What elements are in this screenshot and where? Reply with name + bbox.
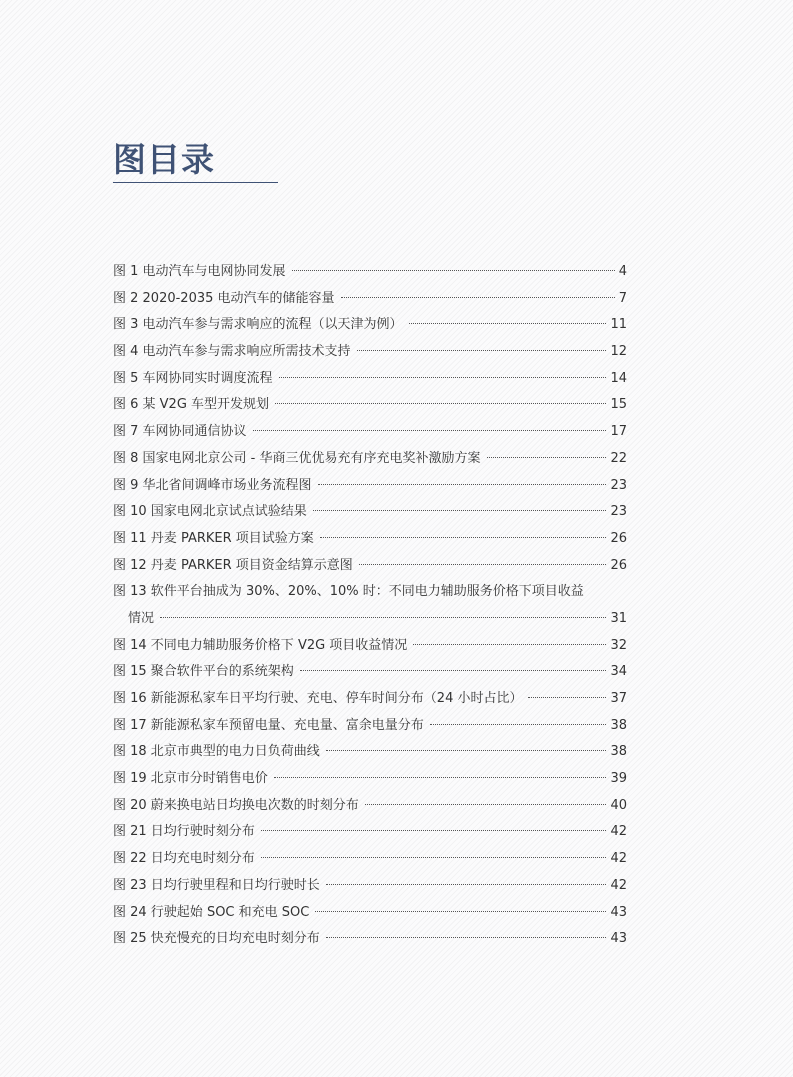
toc-entry-label: 图 21 日均行驶时刻分布 [113,824,255,840]
toc-entry-label: 图 6 某 V2G 车型开发规划 [113,397,270,413]
toc-entry-page: 23 [610,477,627,493]
toc-entry-page: 26 [610,557,627,573]
toc-entry-label: 图 17 新能源私家车预留电量、充电量、富余电量分布 [113,717,424,733]
toc-entry-label: 图 22 日均充电时刻分布 [113,851,255,867]
toc-entry-page: 38 [610,717,627,733]
toc-entry-label: 图 11 丹麦 PARKER 项目试验方案 [113,530,314,546]
toc-entry[interactable] [113,686,627,713]
toc-entry-page: 32 [610,637,627,653]
toc-entry[interactable] [113,819,627,846]
toc-entry-label: 图 10 国家电网北京试点试验结果 [113,504,307,520]
toc-entry[interactable] [113,312,627,339]
toc-entry-label: 图 13 软件平台抽成为 30%、20%、10% 时：不同电力辅助服务价格下项目收益 [113,584,584,600]
toc-entry[interactable] [113,259,627,286]
figure-list [113,259,627,953]
dot-leader [326,884,607,885]
toc-entry-page: 34 [610,664,627,680]
toc-entry[interactable] [113,366,627,393]
toc-entry[interactable] [113,499,627,526]
toc-entry[interactable] [113,766,627,793]
toc-entry-page: 23 [610,504,627,520]
toc-entry-page: 43 [610,931,627,947]
toc-entry-page: 39 [610,771,627,787]
toc-entry-page: 15 [610,397,627,413]
toc-entry-page: 12 [610,344,627,360]
toc-entry[interactable] [113,900,627,927]
toc-entry-page: 7 [618,290,627,306]
toc-entry-page: 14 [610,370,627,386]
toc-entry[interactable] [113,873,627,900]
title-underline [113,182,278,183]
toc-entry[interactable] [113,339,627,366]
toc-entry-page: 37 [610,691,627,706]
dot-leader [313,510,607,511]
toc-entry-label: 图 1 电动汽车与电网协同发展 [113,264,286,279]
dot-leader [326,750,607,751]
toc-entry-label: 图 5 车网协同实时调度流程 [113,370,273,386]
toc-entry-page: 22 [610,450,627,466]
dot-leader [359,564,607,565]
dot-leader [528,697,606,698]
toc-entry-label: 图 3 电动汽车参与需求响应的流程（以天津为例） [113,317,403,333]
dot-leader [300,670,607,671]
dot-leader [487,457,607,458]
dot-leader [413,644,606,645]
toc-entry-label: 图 20 蔚来换电站日均换电次数的时刻分布 [113,797,359,813]
toc-entry-label: 图 23 日均行驶里程和日均行驶时长 [113,877,320,893]
dot-leader [365,804,607,805]
dot-leader [320,537,607,538]
toc-entry-page: 26 [610,530,627,546]
dot-leader [326,937,607,938]
toc-entry-label: 图 24 行驶起始 SOC 和充电 SOC [113,904,310,920]
dot-leader [292,270,615,271]
toc-entry[interactable] [113,659,627,686]
toc-entry[interactable] [113,553,627,580]
toc-entry-page: 43 [610,904,627,920]
toc-entry[interactable] [113,793,627,820]
toc-entry-label: 图 8 国家电网北京公司 - 华商三优优易充有序充电奖补激励方案 [113,450,481,466]
toc-entry-page: 17 [610,424,627,440]
dot-leader [279,377,607,378]
toc-entry[interactable] [113,713,627,740]
toc-entry-page: 31 [610,610,627,626]
toc-entry[interactable] [113,846,627,873]
dot-leader [274,777,607,778]
toc-entry[interactable] [113,633,627,660]
page-title: 图目录 [113,140,215,179]
dot-leader [315,911,606,912]
dot-leader [318,484,607,485]
toc-entry[interactable] [113,446,627,473]
toc-entry-label: 图 7 车网协同通信协议 [113,424,247,440]
toc-entry[interactable] [113,392,627,419]
toc-entry[interactable] [113,926,627,953]
toc-entry-label: 图 16 新能源私家车日平均行驶、充电、停车时间分布（24 小时占比） [113,691,523,706]
toc-entry[interactable] [113,473,627,500]
dot-leader [409,323,607,324]
toc-entry-label: 图 12 丹麦 PARKER 项目资金结算示意图 [113,557,353,573]
toc-entry-label: 图 4 电动汽车参与需求响应所需技术支持 [113,344,351,360]
toc-entry[interactable] [113,579,627,606]
toc-entry-label: 图 25 快充慢充的日均充电时刻分布 [113,931,320,947]
dot-leader [253,430,607,431]
toc-entry[interactable] [113,286,627,313]
dot-leader [341,297,615,298]
toc-entry-page: 42 [610,877,627,893]
toc-entry-label: 情况 [128,610,155,626]
toc-entry-label: 图 19 北京市分时销售电价 [113,771,268,787]
toc-entry-page: 42 [610,851,627,867]
dot-leader [275,403,606,404]
toc-entry-continuation[interactable] [113,606,627,633]
toc-entry-label: 图 9 华北省间调峰市场业务流程图 [113,477,312,493]
dot-leader [160,617,606,618]
toc-entry-label: 图 18 北京市典型的电力日负荷曲线 [113,744,320,760]
dot-leader [261,857,607,858]
toc-entry-page: 40 [610,797,627,813]
dot-leader [357,350,607,351]
toc-entry[interactable] [113,739,627,766]
toc-entry-label: 图 14 不同电力辅助服务价格下 V2G 项目收益情况 [113,637,408,653]
toc-entry-page: 4 [618,264,627,279]
toc-entry[interactable] [113,419,627,446]
toc-entry-page: 38 [610,744,627,760]
toc-entry[interactable] [113,526,627,553]
dot-leader [430,724,607,725]
toc-entry-label: 图 15 聚合软件平台的系统架构 [113,664,294,680]
dot-leader [261,830,607,831]
toc-entry-page: 42 [610,824,627,840]
toc-entry-label: 图 2 2020-2035 电动汽车的储能容量 [113,290,335,306]
toc-entry-page: 11 [610,317,627,333]
